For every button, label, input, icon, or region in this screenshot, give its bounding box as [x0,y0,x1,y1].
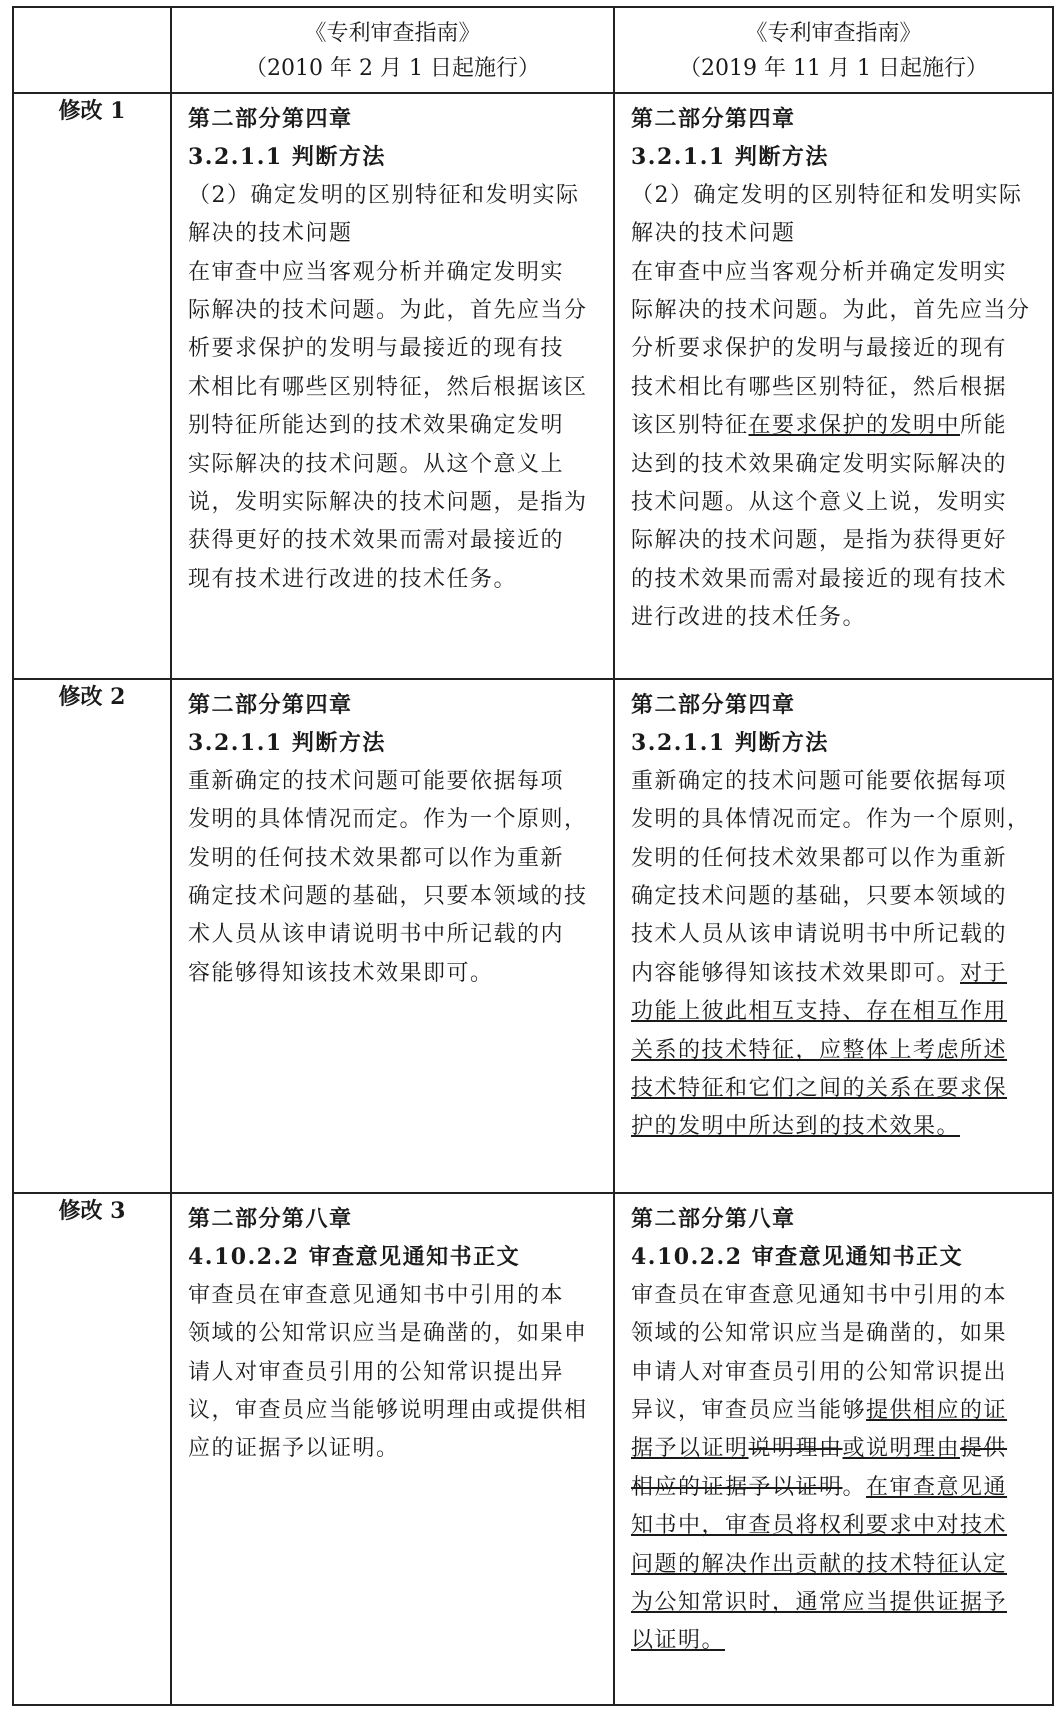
old-guide-date: （2010 年 2 月 1 日起施行） [245,56,540,81]
text-line: 在审查中应当客观分析并确定发明实 [631,259,1008,285]
new-text-cell [614,1193,1053,1705]
inserted-text: 护的发明中所达到的技术效果。 [631,1114,961,1140]
text-line [631,1469,1040,1507]
text-line: 进行改进的技术任务。 [631,605,867,631]
unchanged-text: 。 [842,1474,867,1500]
inserted-text: 知书中，审查员将权利要求中对技术 [631,1513,1008,1539]
inserted-text: 以证明。 [631,1628,726,1654]
inserted-text: 功能上彼此相互支持、存在相互作用 [631,999,1008,1025]
text-line [631,955,1040,993]
text-line: 请人对审查员引用的公知常识提出异 [188,1359,565,1385]
text-line: 技术问题。从这个意义上说，发明实 [631,490,1008,516]
inserted-text: 在审查意见通 [866,1474,1008,1500]
old-guide-title: 《专利审查指南》 [304,21,481,46]
new-guide-title: 《专利审查指南》 [745,21,922,46]
chapter-heading: 第二部分第八章 [188,1206,353,1232]
chapter-heading: 第二部分第四章 [188,106,353,132]
inserted-text: 为公知常识时，通常应当提供证据予 [631,1590,1008,1616]
text-line: 确定技术问题的基础，只要本领域的技 [188,884,588,910]
old-text-cell [171,93,614,679]
text-line: 现有技术进行改进的技术任务。 [188,566,518,592]
text-line: 技术人员从该申请说明书中所记载的 [631,922,1008,948]
text-line: 达到的技术效果确定发明实际解决的 [631,451,1008,477]
text-line: 解决的技术问题 [631,221,796,247]
inserted-text: 在要求保护的发明中 [748,413,961,439]
deleted-text: 相应的证据予以证明 [631,1474,843,1500]
header-row [13,7,1053,93]
text-line: 分析要求保护的发明与最接近的现有 [631,336,1008,362]
unchanged-text: 内容能够得知该技术效果即可。 [631,960,961,986]
revision-row-2 [13,679,1053,1193]
revision-label: 修改 3 [13,1193,171,1705]
revision-row-1 [13,93,1053,679]
inserted-text: 问题的解决作出贡献的技术特征认定 [631,1551,1008,1577]
inserted-text: 提供相应的证 [866,1398,1008,1424]
comparison-table [12,6,1054,1706]
deleted-text: 提供 [960,1436,1008,1462]
text-line: 在审查中应当客观分析并确定发明实 [188,259,565,285]
inserted-text: 或说明理由 [842,1436,961,1462]
text-line: 术人员从该申请说明书中所记载的内 [188,922,565,948]
section-heading: 4.10.2.2 审查意见通知书正文 [188,1244,521,1271]
deleted-text: 说明理由 [748,1436,843,1462]
section-heading: 3.2.1.1 判断方法 [188,730,386,757]
text-line: 应的证据予以证明。 [188,1436,400,1462]
text-line: 申请人对审查员引用的公知常识提出 [631,1359,1008,1385]
header-new-version [614,7,1053,93]
text-line: 析要求保护的发明与最接近的现有技 [188,336,565,362]
new-text-cell [614,93,1053,679]
text-line: 别特征所能达到的技术效果确定发明 [188,413,565,439]
chapter-heading: 第二部分第四章 [631,106,796,132]
new-guide-date: （2019 年 11 月 1 日起施行） [679,56,988,81]
text-line: 审查员在审查意见通知书中引用的本 [188,1282,565,1308]
text-line: 审查员在审查意见通知书中引用的本 [631,1282,1008,1308]
text-line: 容能够得知该技术效果即可。 [188,960,494,986]
unchanged-text: 异议，审查员应当能够 [631,1398,867,1424]
text-line [631,1430,1040,1468]
inserted-text: 技术特征和它们之间的关系在要求保 [631,1076,1008,1102]
section-heading: 3.2.1.1 判断方法 [631,730,829,757]
revision-label: 修改 1 [13,93,171,679]
old-text-cell [171,679,614,1193]
text-line: 际解决的技术问题。为此，首先应当分 [188,298,588,324]
text-line: 议，审查员应当能够说明理由或提供相 [188,1398,588,1424]
text-line: 确定技术问题的基础，只要本领域的 [631,884,1008,910]
revision-row-3 [13,1193,1053,1705]
text-line: 实际解决的技术问题。从这个意义上 [188,451,565,477]
inserted-text: 据予以证明 [631,1436,749,1462]
chapter-heading: 第二部分第八章 [631,1206,796,1232]
text-line: 说，发明实际解决的技术问题，是指为 [188,490,588,516]
unchanged-text: 所能 [960,413,1008,439]
text-line [631,407,1040,445]
inserted-text: 对于 [960,960,1008,986]
text-line [631,1392,1040,1430]
old-text-cell [171,1193,614,1705]
unchanged-text: 该区别特征 [631,413,749,439]
text-line: 发明的具体情况而定。作为一个原则， [631,807,1031,833]
inserted-text: 关系的技术特征，应整体上考虑所述 [631,1037,1008,1063]
new-text-cell [614,679,1053,1193]
text-line: 领域的公知常识应当是确凿的，如果 [631,1321,1008,1347]
text-line: 术相比有哪些区别特征，然后根据该区 [188,374,588,400]
header-empty-cell [13,7,171,93]
chapter-heading: 第二部分第四章 [188,692,353,718]
section-heading: 3.2.1.1 判断方法 [631,144,829,171]
text-line: （2）确定发明的区别特征和发明实际 [188,182,580,208]
text-line: 发明的任何技术效果都可以作为重新 [631,845,1008,871]
text-line: 领域的公知常识应当是确凿的，如果申 [188,1321,588,1347]
text-line: 际解决的技术问题。为此，首先应当分 [631,298,1031,324]
text-line: 发明的任何技术效果都可以作为重新 [188,845,565,871]
text-line: 解决的技术问题 [188,221,353,247]
header-old-version [171,7,614,93]
section-heading: 3.2.1.1 判断方法 [188,144,386,171]
text-line: 获得更好的技术效果而需对最接近的 [188,528,565,554]
text-line: 发明的具体情况而定。作为一个原则， [188,807,588,833]
revision-label: 修改 2 [13,679,171,1193]
chapter-heading: 第二部分第四章 [631,692,796,718]
text-line: 的技术效果而需对最接近的现有技术 [631,566,1008,592]
text-line: 重新确定的技术问题可能要依据每项 [631,768,1008,794]
text-line: （2）确定发明的区别特征和发明实际 [631,182,1023,208]
text-line: 重新确定的技术问题可能要依据每项 [188,768,565,794]
text-line: 技术相比有哪些区别特征，然后根据 [631,374,1008,400]
section-heading: 4.10.2.2 审查意见通知书正文 [631,1244,964,1271]
text-line: 际解决的技术问题，是指为获得更好 [631,528,1008,554]
